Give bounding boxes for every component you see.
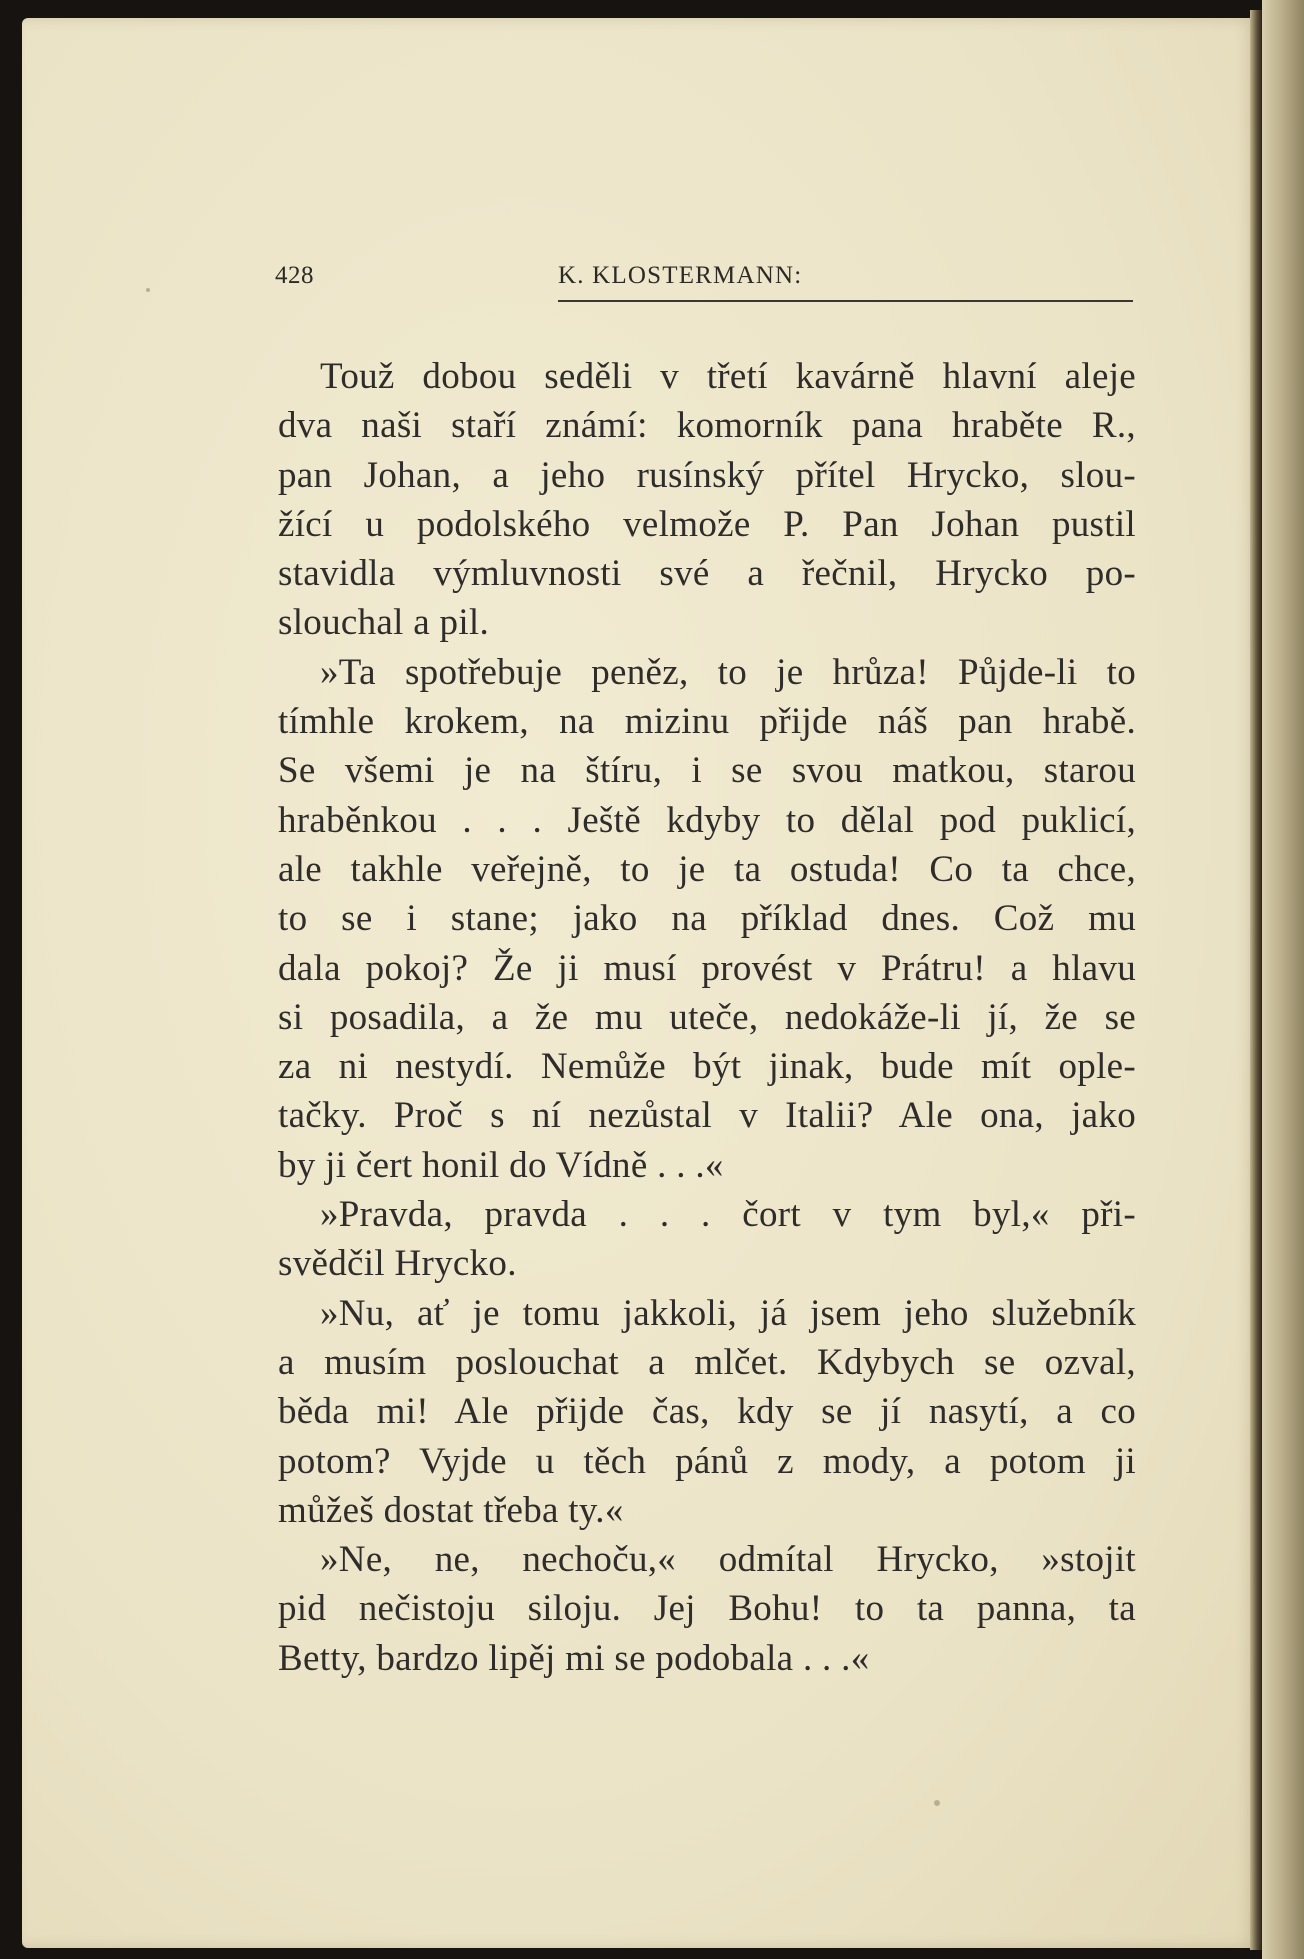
- text-line: Betty, bardzo lipěj mi se podobala . . .«: [278, 1637, 870, 1679]
- text-line: stavidla výmluvnosti své a řečnil, Hrycko po-: [278, 553, 1136, 595]
- text-line: tímhle krokem, na mizinu přijde náš pan hrabě.: [278, 701, 1136, 743]
- text-line: Se všemi je na štíru, i se svou matkou, starou: [278, 750, 1136, 792]
- paper-speck: [146, 288, 150, 292]
- facing-page-edge: [1262, 0, 1304, 1959]
- page-number: 428: [275, 262, 314, 289]
- text-line: »Ta spotřebuje peněz, to je hrůza! Půjde-li to: [320, 651, 1136, 693]
- text-line: za ni nestydí. Nemůže být jinak, bude mít ople-: [278, 1046, 1136, 1088]
- text-line: to se i stane; jako na příklad dnes. Což mu: [278, 898, 1136, 940]
- text-line: dala pokoj? Že ji musí provést v Prátru! a hlavu: [278, 947, 1136, 989]
- book-spine: [1250, 10, 1262, 1950]
- text-line: slouchal a pil.: [278, 602, 490, 644]
- text-line: Touž dobou seděli v třetí kavárně hlavní aleje: [320, 356, 1136, 397]
- text-line: žící u podolského velmože P. Pan Johan pustil: [278, 503, 1136, 545]
- paper-speck: [934, 1800, 940, 1806]
- text-line: ale takhle veřejně, to je ta ostuda! Co ta chce,: [278, 848, 1136, 890]
- text-line: a musím poslouchat a mlčet. Kdybych se ozval,: [278, 1341, 1136, 1383]
- text-line: »Nu, ať je tomu jakkoli, já jsem jeho služebník: [320, 1292, 1136, 1334]
- text-line: »Pravda, pravda . . . čort v tym byl,« při-: [320, 1194, 1136, 1236]
- text-line: běda mi! Ale přijde čas, kdy se jí nasytí, a co: [278, 1391, 1136, 1433]
- text-line: dva naši staří známí: komorník pana hraběte R.,: [278, 405, 1136, 447]
- text-line: potom? Vyjde u těch pánů z mody, a potom ji: [278, 1440, 1136, 1482]
- body-text: [278, 352, 1136, 1683]
- text-line: pid nečistoju siloju. Jej Bohu! to ta panna, ta: [278, 1588, 1136, 1630]
- text-line: pan Johan, a jeho rusínský přítel Hrycko, slou-: [278, 454, 1136, 496]
- text-line: můžeš dostat třeba ty.«: [278, 1489, 624, 1531]
- header-rule: [558, 300, 1133, 302]
- text-line: tačky. Proč s ní nezůstal v Italii? Ale ona, jako: [278, 1095, 1136, 1137]
- text-line: by ji čert honil do Vídně . . .«: [278, 1144, 724, 1186]
- text-line: svědčil Hrycko.: [278, 1243, 517, 1285]
- text-line: si posadila, a že mu uteče, nedokáže-li jí, že se: [278, 996, 1136, 1038]
- text-line: »Ne, ne, nechoču,« odmítal Hrycko, »stojit: [320, 1539, 1136, 1581]
- running-head: K. KLOSTERMANN:: [558, 262, 803, 289]
- text-line: hraběnkou . . . Ještě kdyby to dělal pod puklicí,: [278, 799, 1136, 841]
- page-header: [275, 258, 1133, 302]
